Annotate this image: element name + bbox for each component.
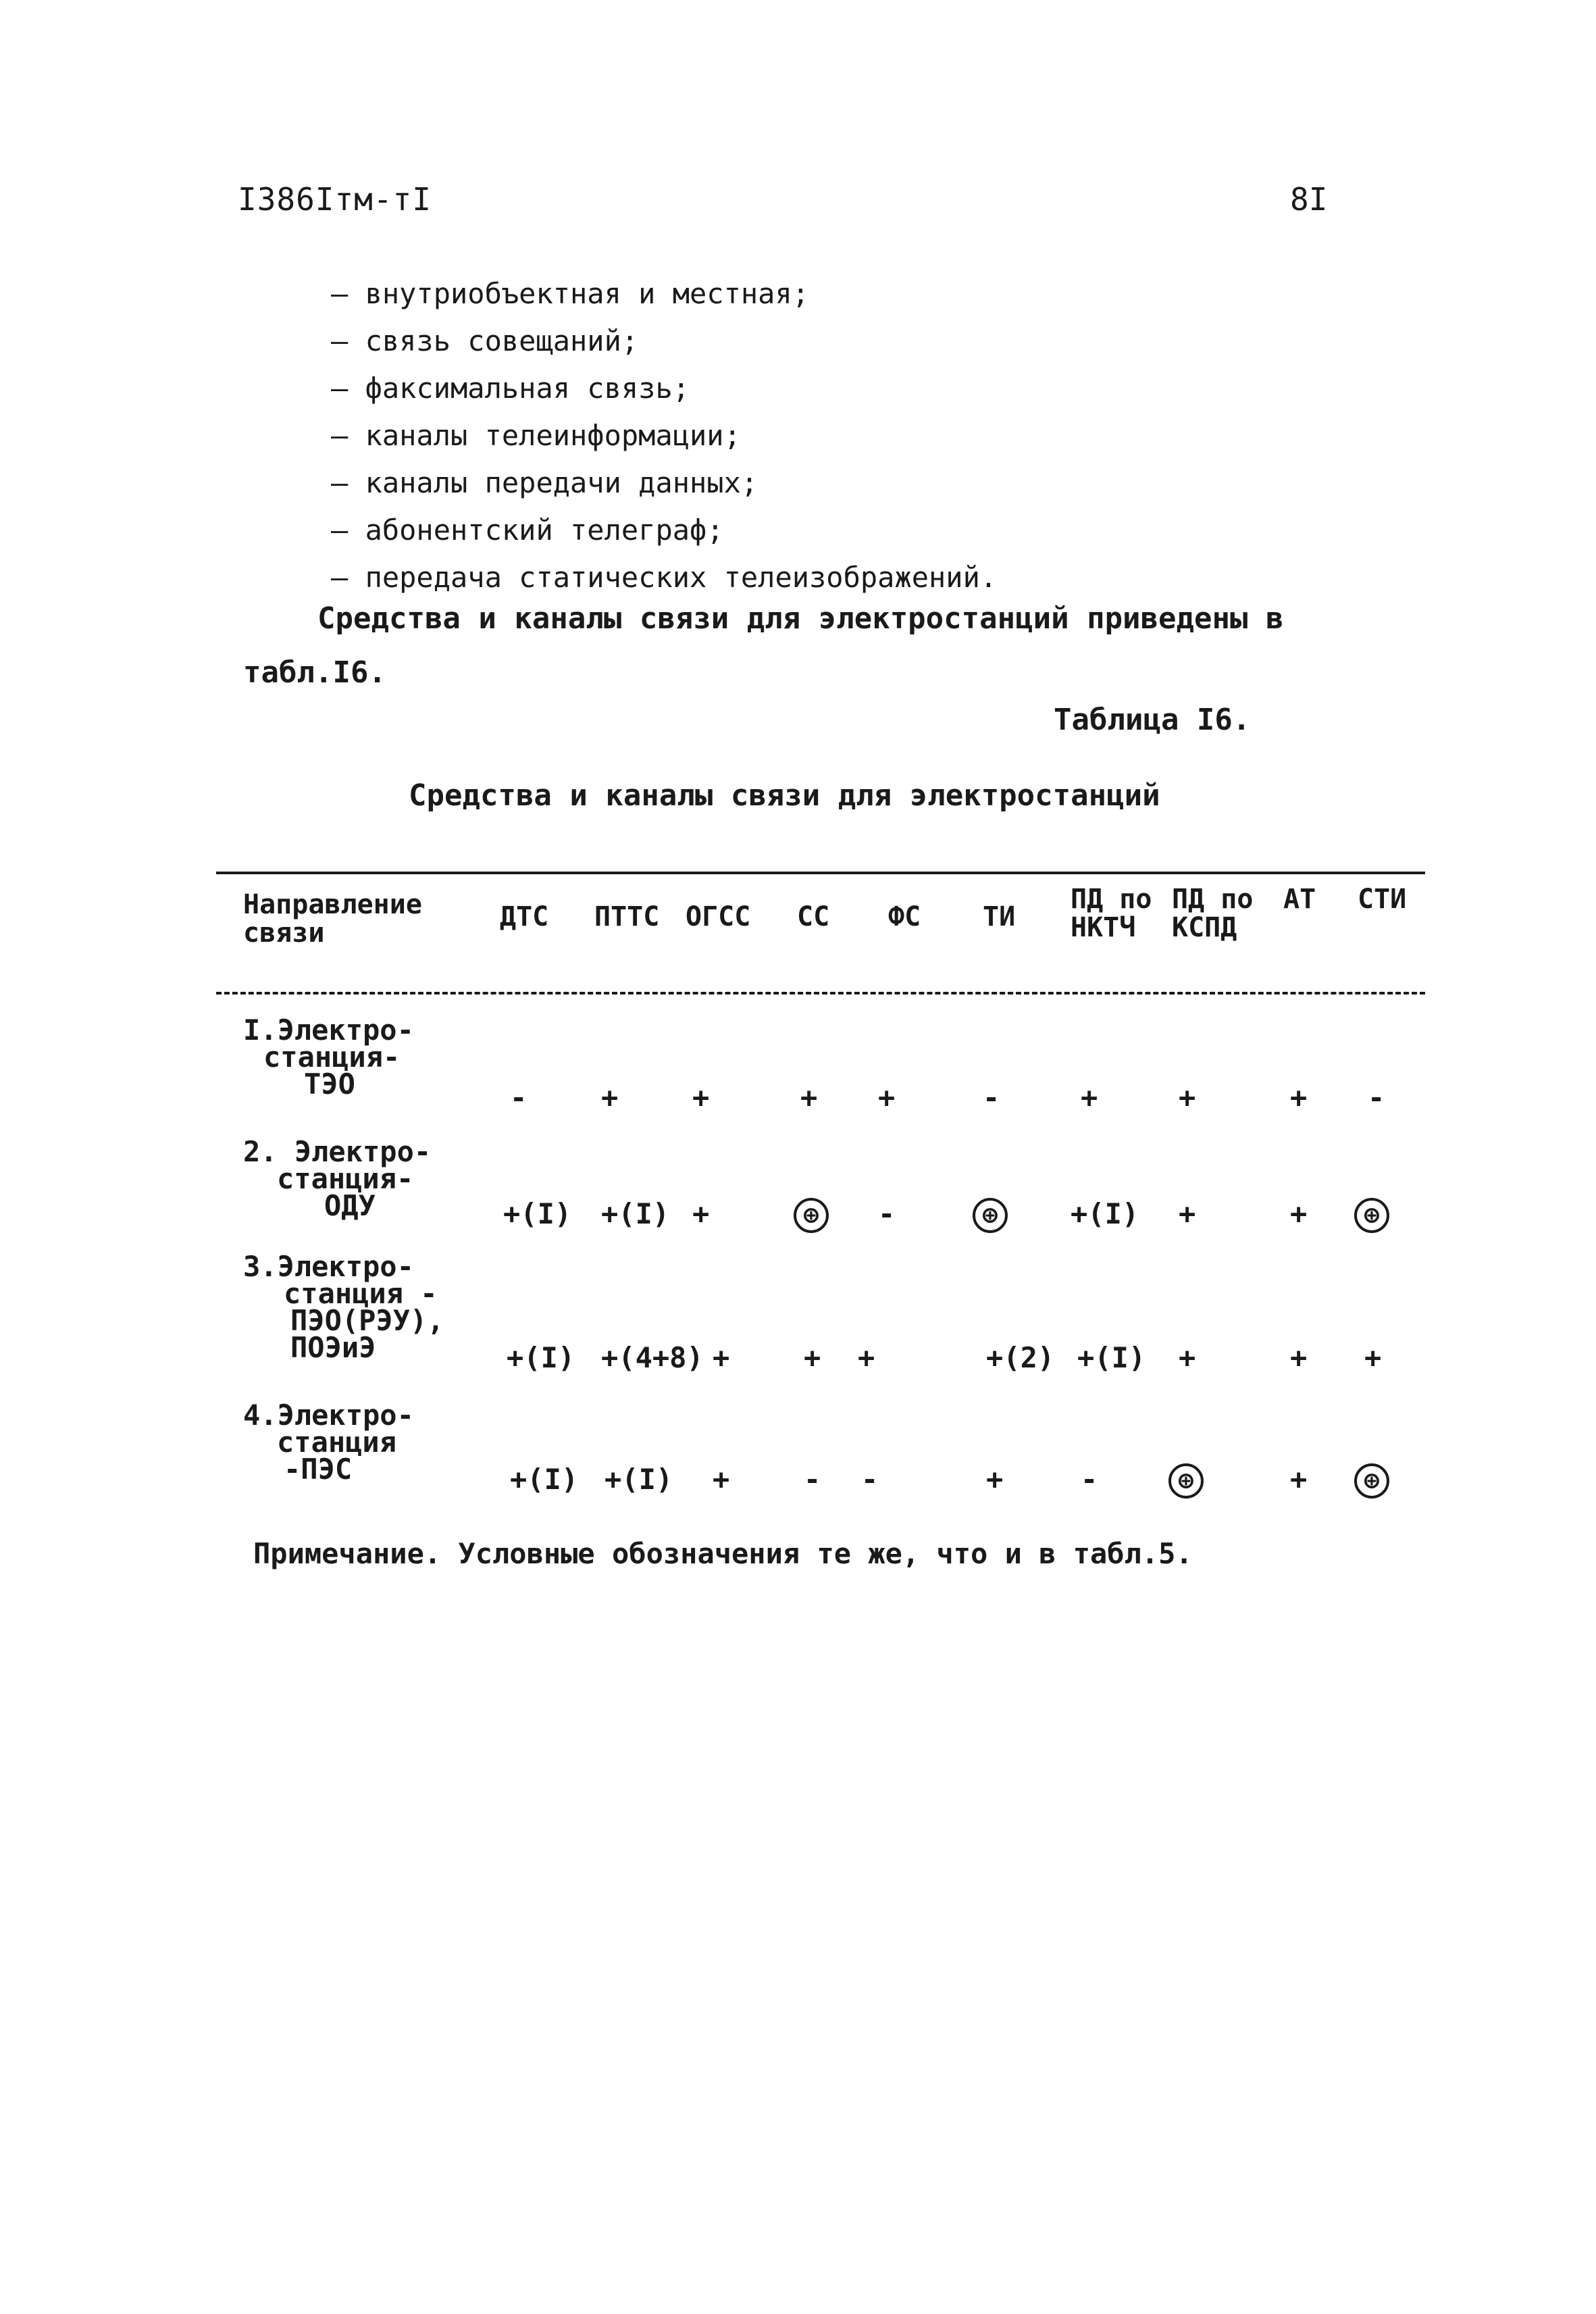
header-sti: СТИ bbox=[1358, 884, 1407, 915]
table-cell: - bbox=[1081, 1463, 1098, 1496]
circled-plus-icon: ⊕ bbox=[1168, 1463, 1204, 1499]
table-cell bbox=[973, 1197, 1008, 1233]
table-number: Таблица I6. bbox=[1054, 703, 1251, 737]
table-cell: + bbox=[1290, 1463, 1308, 1496]
header-ss: СС bbox=[797, 901, 830, 932]
table-cell: - bbox=[804, 1463, 821, 1496]
list-item: – каналы телеинформации; bbox=[331, 412, 997, 459]
table-cell: +(I) bbox=[1077, 1341, 1146, 1374]
header-fs: ФС bbox=[888, 901, 921, 932]
table-cell: - bbox=[983, 1081, 1000, 1114]
table-cell: + bbox=[692, 1081, 710, 1114]
table-cell bbox=[1168, 1463, 1204, 1499]
table-cell: - bbox=[1368, 1081, 1385, 1114]
table-cell: - bbox=[878, 1197, 896, 1230]
table-cell: + bbox=[800, 1081, 818, 1114]
header-at: АТ bbox=[1283, 884, 1316, 915]
circled-plus-icon: ⊕ bbox=[794, 1198, 829, 1233]
table-cell: + bbox=[804, 1341, 821, 1374]
table-cell: + bbox=[692, 1197, 710, 1230]
table-cell: + bbox=[601, 1081, 619, 1114]
row-label-2: 2. Электро- станция- ОДУ bbox=[243, 1135, 432, 1222]
row-label-3: 3.Электро- станция - ПЭО(РЭУ), ПОЭиЭ bbox=[243, 1250, 444, 1364]
table-cell: +(I) bbox=[1071, 1197, 1139, 1230]
circled-plus-icon: ⊕ bbox=[973, 1198, 1008, 1233]
table-cell: + bbox=[986, 1463, 1004, 1496]
table-cell: +(I) bbox=[604, 1463, 673, 1496]
circled-plus-icon: ⊕ bbox=[1354, 1198, 1389, 1233]
table-cell: + bbox=[1179, 1197, 1196, 1230]
list-item: – факсимальная связь; bbox=[331, 365, 997, 412]
table-cell: - bbox=[510, 1081, 527, 1114]
table-cell: +(I) bbox=[507, 1341, 575, 1374]
table-caption: Средства и каналы связи для электростанций bbox=[409, 778, 1160, 813]
header-ogss: ОГСС bbox=[686, 901, 751, 932]
table-cell: +(4+8) bbox=[601, 1341, 704, 1374]
table-note: Примечание. Условные обозначения те же, что и в табл.5. bbox=[253, 1537, 1193, 1570]
table-cell: + bbox=[713, 1341, 730, 1374]
table-top-rule bbox=[216, 872, 1425, 874]
table-cell: + bbox=[1364, 1341, 1382, 1374]
table-cell: + bbox=[713, 1463, 730, 1496]
table-cell bbox=[1354, 1197, 1389, 1233]
table-cell bbox=[794, 1197, 829, 1233]
table-cell: +(2) bbox=[986, 1341, 1055, 1374]
header-pd-kspd: ПД по КСПД bbox=[1172, 884, 1254, 943]
list-item: – каналы передачи данных; bbox=[331, 459, 997, 507]
bullet-list bbox=[331, 270, 997, 601]
table-header-rule bbox=[216, 992, 1425, 995]
list-item: – связь совещаний; bbox=[331, 318, 997, 365]
table-cell: + bbox=[1081, 1081, 1098, 1114]
page-number: 8I bbox=[1290, 181, 1328, 218]
list-item: – абонентский телеграф; bbox=[331, 507, 997, 554]
table-cell: + bbox=[1290, 1081, 1308, 1114]
header-dts: ДТС bbox=[500, 901, 549, 932]
header-pd-nktch: ПД по НКТЧ bbox=[1071, 884, 1152, 943]
table-cell: + bbox=[878, 1081, 896, 1114]
table-cell: + bbox=[1179, 1081, 1196, 1114]
circled-plus-icon: ⊕ bbox=[1354, 1463, 1389, 1499]
row-label-1: I.Электро- станция- ТЭО bbox=[243, 1013, 414, 1101]
table-cell: + bbox=[1290, 1341, 1308, 1374]
row-label-4: 4.Электро- станция -ПЭС bbox=[243, 1399, 414, 1486]
table-cell: +(I) bbox=[510, 1463, 579, 1496]
table-cell: +(I) bbox=[601, 1197, 670, 1230]
list-item: – внутриобъектная и местная; bbox=[331, 270, 997, 318]
header-ti: ТИ bbox=[983, 901, 1016, 932]
table-cell: + bbox=[1179, 1341, 1196, 1374]
header-direction: Направление связи bbox=[243, 889, 422, 949]
header-ptts: ПТТС bbox=[594, 901, 660, 932]
table-cell bbox=[1354, 1463, 1389, 1499]
table-cell: +(I) bbox=[503, 1197, 572, 1230]
table-cell: - bbox=[861, 1463, 879, 1496]
document-code: I386Iтм-тI bbox=[238, 181, 432, 218]
list-item: – передача статических телеизображений. bbox=[331, 554, 997, 601]
table-cell: + bbox=[1290, 1197, 1308, 1230]
intro-paragraph: Средства и каналы связи для электростанций приведены в табл.I6. bbox=[243, 601, 1284, 690]
table-cell: + bbox=[858, 1341, 875, 1374]
